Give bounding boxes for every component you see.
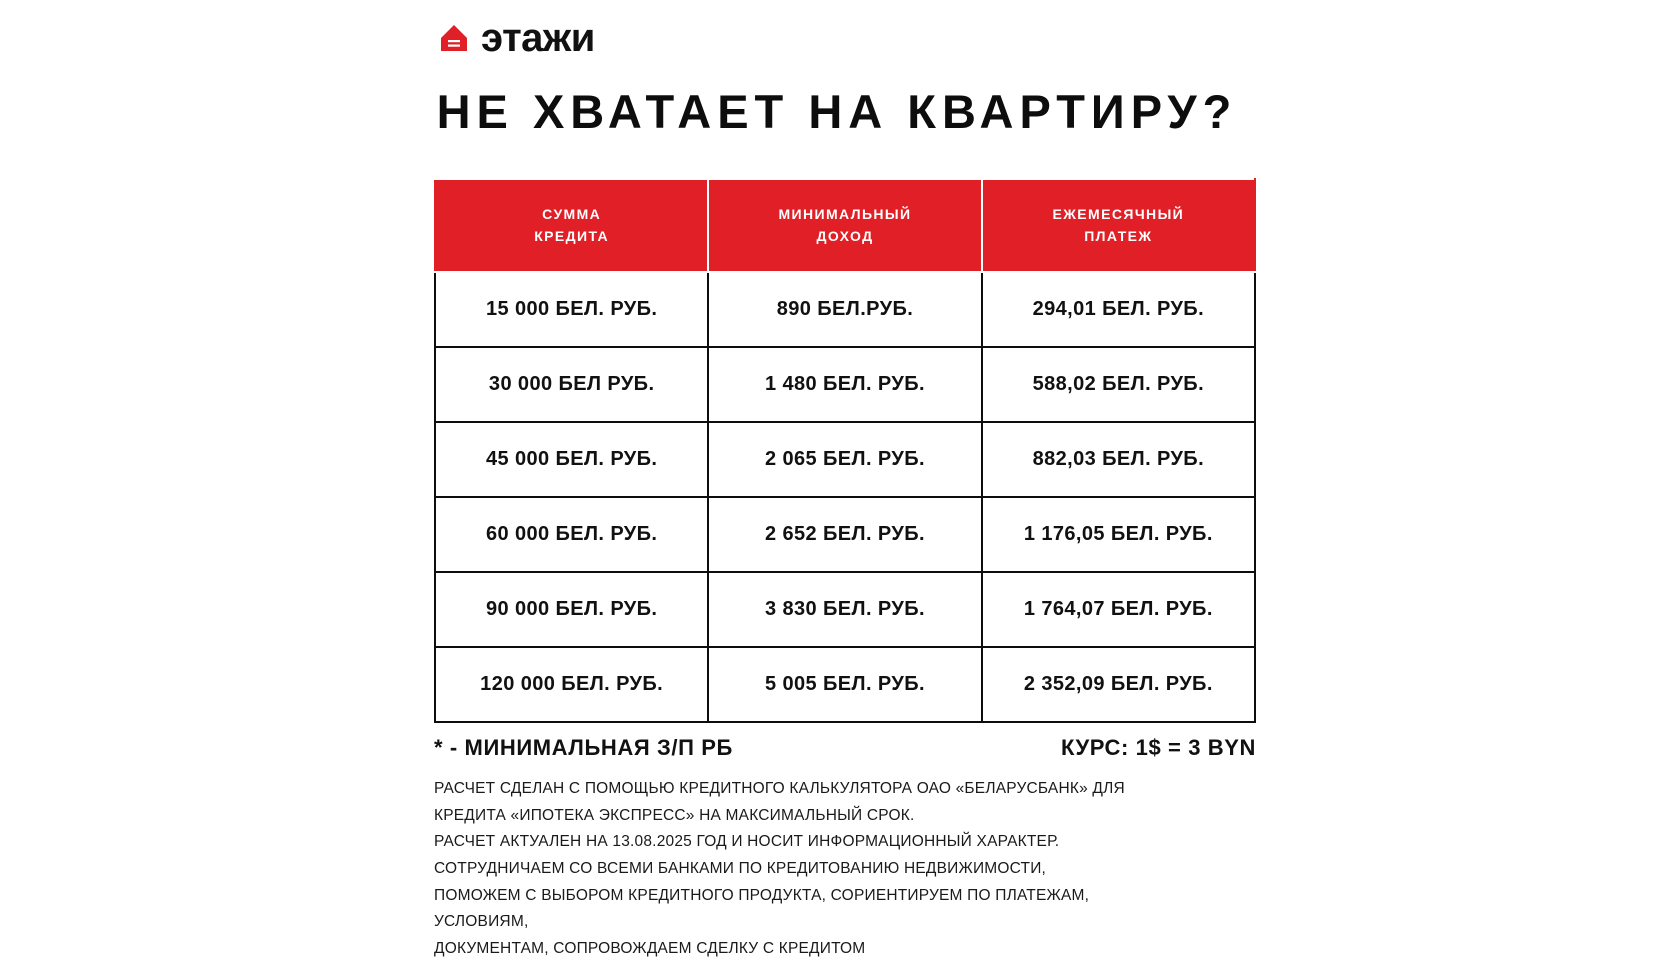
- column-header-monthly-payment: ЕЖЕМЕСЯЧНЫЙ ПЛАТЕЖ: [982, 179, 1255, 272]
- footnote-min-salary: * - МИНИМАЛЬНАЯ З/П РБ: [434, 735, 733, 760]
- disclaimer-line: РАСЧЕТ СДЕЛАН С ПОМОЩЬЮ КРЕДИТНОГО КАЛЬКУЛЯТОРА ОАО «БЕЛАРУСБАНК» ДЛЯ: [434, 780, 1125, 797]
- table-row: [435, 497, 1255, 572]
- cell-monthly-payment: 1 764,07 БЕЛ. РУБ.: [982, 572, 1255, 647]
- disclaimer-text: [434, 776, 1274, 963]
- cell-monthly-payment: 2 352,09 БЕЛ. РУБ.: [982, 647, 1255, 722]
- table-header-row: [435, 179, 1255, 272]
- cell-min-income: 2 065 БЕЛ. РУБ.: [708, 422, 981, 497]
- cell-loan-amount: 15 000 БЕЛ. РУБ.: [435, 272, 708, 347]
- cell-loan-amount: 120 000 БЕЛ. РУБ.: [435, 647, 708, 722]
- cell-loan-amount: 45 000 БЕЛ. РУБ.: [435, 422, 708, 497]
- brand-logo: [437, 18, 595, 58]
- table-row: [435, 272, 1255, 347]
- cell-loan-amount: 90 000 БЕЛ. РУБ.: [435, 572, 708, 647]
- credit-table-container: [434, 178, 1256, 723]
- disclaimer-line: КРЕДИТА «ИПОТЕКА ЭКСПРЕСС» НА МАКСИМАЛЬНЫЙ СРОК.: [434, 806, 915, 824]
- footnote-exchange-rate: КУРС: 1$ = 3 BYN: [1060, 735, 1256, 760]
- cell-monthly-payment: 294,01 БЕЛ. РУБ.: [982, 272, 1255, 347]
- column-header-min-income: МИНИМАЛЬНЫЙ ДОХОД: [708, 179, 981, 272]
- disclaimer-line: СОТРУДНИЧАЕМ СО ВСЕМИ БАНКАМИ ПО КРЕДИТОВАНИЮ НЕДВИЖИМОСТИ,: [434, 859, 1047, 877]
- cell-min-income: 890 БЕЛ.РУБ.: [708, 272, 981, 347]
- cell-monthly-payment: 588,02 БЕЛ. РУБ.: [982, 347, 1255, 422]
- cell-loan-amount: 30 000 БЕЛ РУБ.: [435, 347, 708, 422]
- disclaimer-line: ПОМОЖЕМ С ВЫБОРОМ КРЕДИТНОГО ПРОДУКТА, СОРИЕНТИРУЕМ ПО ПЛАТЕЖАМ,: [434, 886, 1090, 904]
- cell-min-income: 3 830 БЕЛ. РУБ.: [708, 572, 981, 647]
- disclaimer-line: УСЛОВИЯМ,: [434, 913, 529, 931]
- cell-monthly-payment: 1 176,05 БЕЛ. РУБ.: [982, 497, 1255, 572]
- cell-min-income: 1 480 БЕЛ. РУБ.: [708, 347, 981, 422]
- footnote-row: [434, 735, 1256, 761]
- table-row: [435, 422, 1255, 497]
- disclaimer-line: ДОКУМЕНТАМ, СОПРОВОЖДАЕМ СДЕЛКУ С КРЕДИТОМ: [434, 939, 866, 957]
- column-header-loan-amount: СУММА КРЕДИТА: [435, 179, 708, 272]
- brand-name: этажи: [481, 16, 595, 60]
- cell-min-income: 2 652 БЕЛ. РУБ.: [708, 497, 981, 572]
- table-row: [435, 347, 1255, 422]
- disclaimer-line: РАСЧЕТ АКТУАЛЕН НА 13.08.2025 ГОД И НОСИТ ИНФОРМАЦИОННЫЙ ХАРАКТЕР.: [434, 833, 1060, 851]
- page-title: НЕ ХВАТАЕТ НА КВАРТИРУ?: [436, 85, 1238, 138]
- building-icon: [437, 21, 471, 55]
- credit-table: [434, 178, 1256, 723]
- table-row: [435, 647, 1255, 722]
- cell-loan-amount: 60 000 БЕЛ. РУБ.: [435, 497, 708, 572]
- table-row: [435, 572, 1255, 647]
- cell-min-income: 5 005 БЕЛ. РУБ.: [708, 647, 981, 722]
- cell-monthly-payment: 882,03 БЕЛ. РУБ.: [982, 422, 1255, 497]
